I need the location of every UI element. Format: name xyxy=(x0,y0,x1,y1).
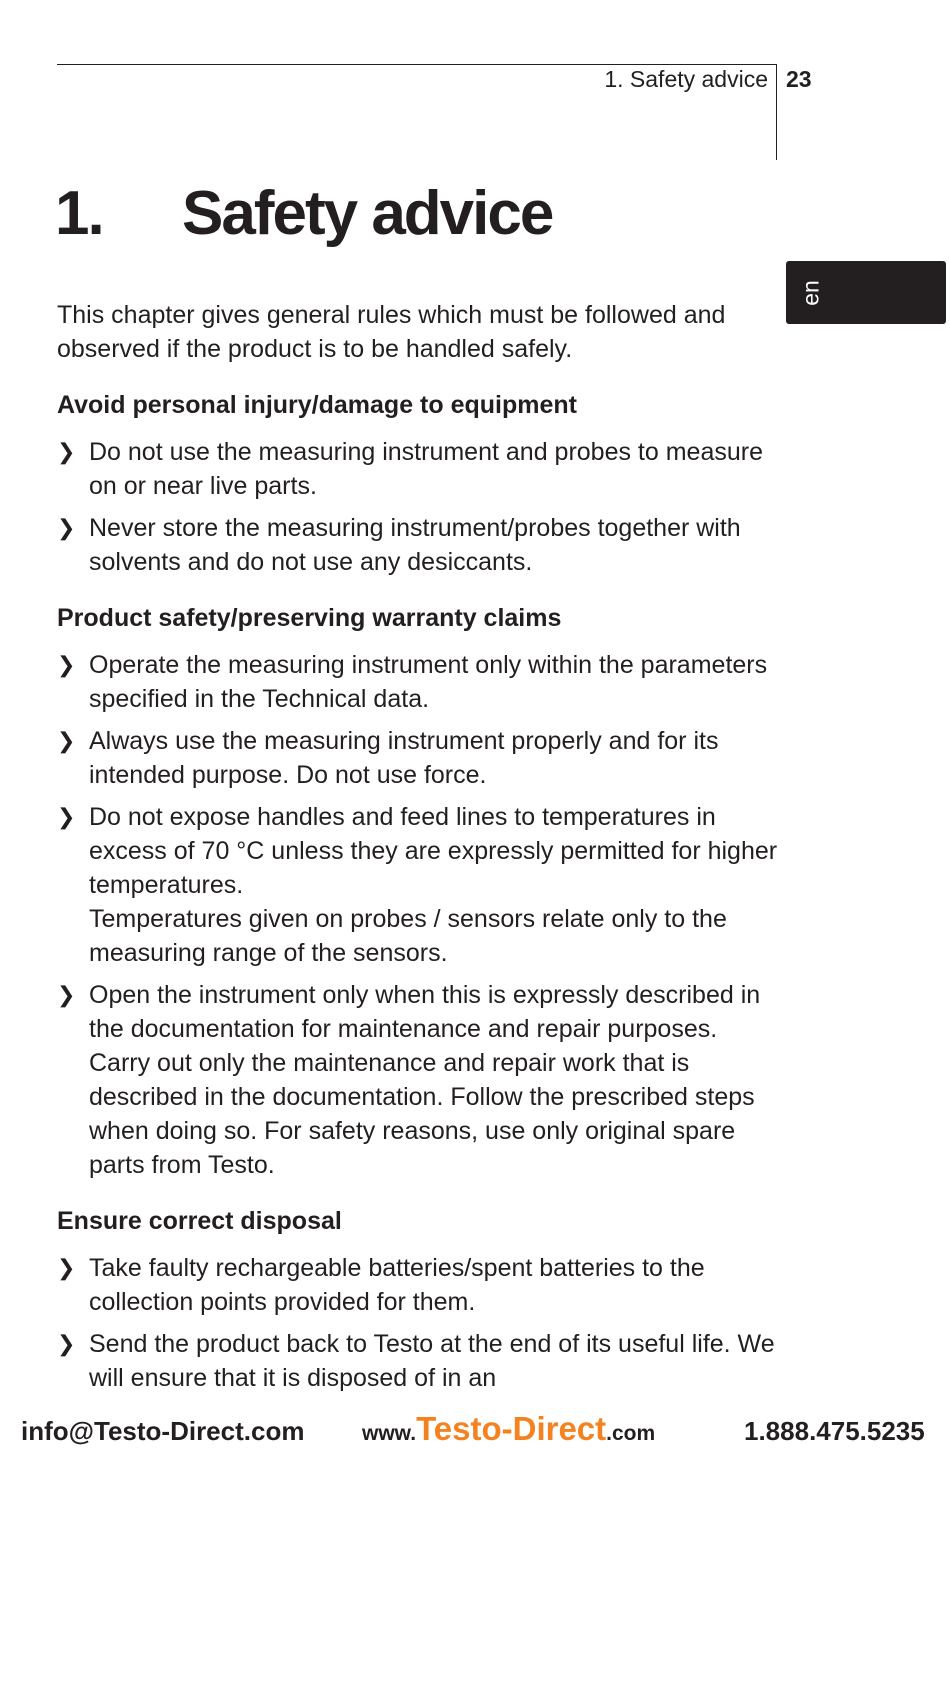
bullet-text: Take faulty rechargeable batteries/spent batteries to the collection points provided for them. xyxy=(89,1254,705,1316)
bullet-item xyxy=(57,800,787,970)
bullet-arrow-icon: ❯ xyxy=(57,1255,76,1280)
footer-web-suffix: .com xyxy=(606,1422,656,1445)
bullet-arrow-icon: ❯ xyxy=(57,804,76,829)
bullet-text: Never store the measuring instrument/probes together with solvents and do not use any desiccants. xyxy=(89,514,741,576)
bullet-arrow-icon: ❯ xyxy=(57,728,76,753)
section-heading: Ensure correct disposal xyxy=(57,1207,342,1235)
bullet-item xyxy=(57,511,787,579)
document-body xyxy=(57,298,787,1404)
intro-paragraph: This chapter gives general rules which must be followed and observed if the product is to be handled safely. xyxy=(57,301,726,363)
running-header-chapter: 1. Safety advice xyxy=(604,66,768,92)
bullet-arrow-icon: ❯ xyxy=(57,439,76,464)
bullet-text: Do not expose handles and feed lines to temperatures in excess of 70 °C unless they are expressly permitted for higher temperatures. xyxy=(89,803,778,899)
bullet-item xyxy=(57,724,787,792)
bullet-text: Send the product back to Testo at the end of its useful life. We will ensure that it is disposed of in an xyxy=(89,1330,775,1392)
header-divider xyxy=(776,64,777,160)
bullet-text: Open the instrument only when this is expressly described in the documentation for maintenance and repair purposes. xyxy=(89,981,761,1043)
bullet-item xyxy=(57,648,787,716)
bullet-item xyxy=(57,1251,787,1319)
bullet-list xyxy=(57,1251,787,1395)
bullet-item xyxy=(57,1327,787,1395)
bullet-arrow-icon: ❯ xyxy=(57,982,76,1007)
chapter-heading xyxy=(55,178,552,249)
bullet-arrow-icon: ❯ xyxy=(57,1331,76,1356)
language-tab[interactable] xyxy=(786,261,946,324)
section-heading: Product safety/preserving warranty claims xyxy=(57,604,562,632)
footer-phone-number[interactable]: 1.888.475.5235 xyxy=(744,1416,925,1446)
bullet-text: Carry out only the maintenance and repair work that is described in the documentation. Follow the prescribed steps when doing so. For safety reasons, use only original spare parts from Testo. xyxy=(89,1049,755,1179)
bullet-text: Do not use the measuring instrument and probes to measure on or near live parts. xyxy=(89,438,763,500)
language-tab-label: en xyxy=(797,279,824,306)
footer-web-prefix: www. xyxy=(362,1422,417,1445)
footer-web-brand: Testo-Direct xyxy=(416,1410,607,1447)
bullet-item xyxy=(57,978,787,1182)
bullet-list xyxy=(57,648,787,1182)
bullet-text: Always use the measuring instrument properly and for its intended purpose. Do not use force. xyxy=(89,727,719,789)
header-rule xyxy=(57,64,776,65)
bullet-text: Operate the measuring instrument only within the parameters specified in the Technical data. xyxy=(89,651,768,713)
footer-email-link[interactable]: info@Testo-Direct.com xyxy=(21,1416,305,1446)
page-number: 23 xyxy=(786,66,812,92)
bullet-arrow-icon: ❯ xyxy=(57,515,76,540)
bullet-item xyxy=(57,435,787,503)
bullet-arrow-icon: ❯ xyxy=(57,652,76,677)
sections-container xyxy=(57,388,787,1395)
chapter-number: 1. xyxy=(55,179,103,248)
bullet-list xyxy=(57,435,787,579)
bullet-text: Temperatures given on probes / sensors relate only to the measuring range of the sensors. xyxy=(89,905,727,967)
chapter-title: Safety advice xyxy=(182,179,553,248)
section-heading: Avoid personal injury/damage to equipment xyxy=(57,391,577,419)
footer-website-link[interactable] xyxy=(362,1410,655,1448)
